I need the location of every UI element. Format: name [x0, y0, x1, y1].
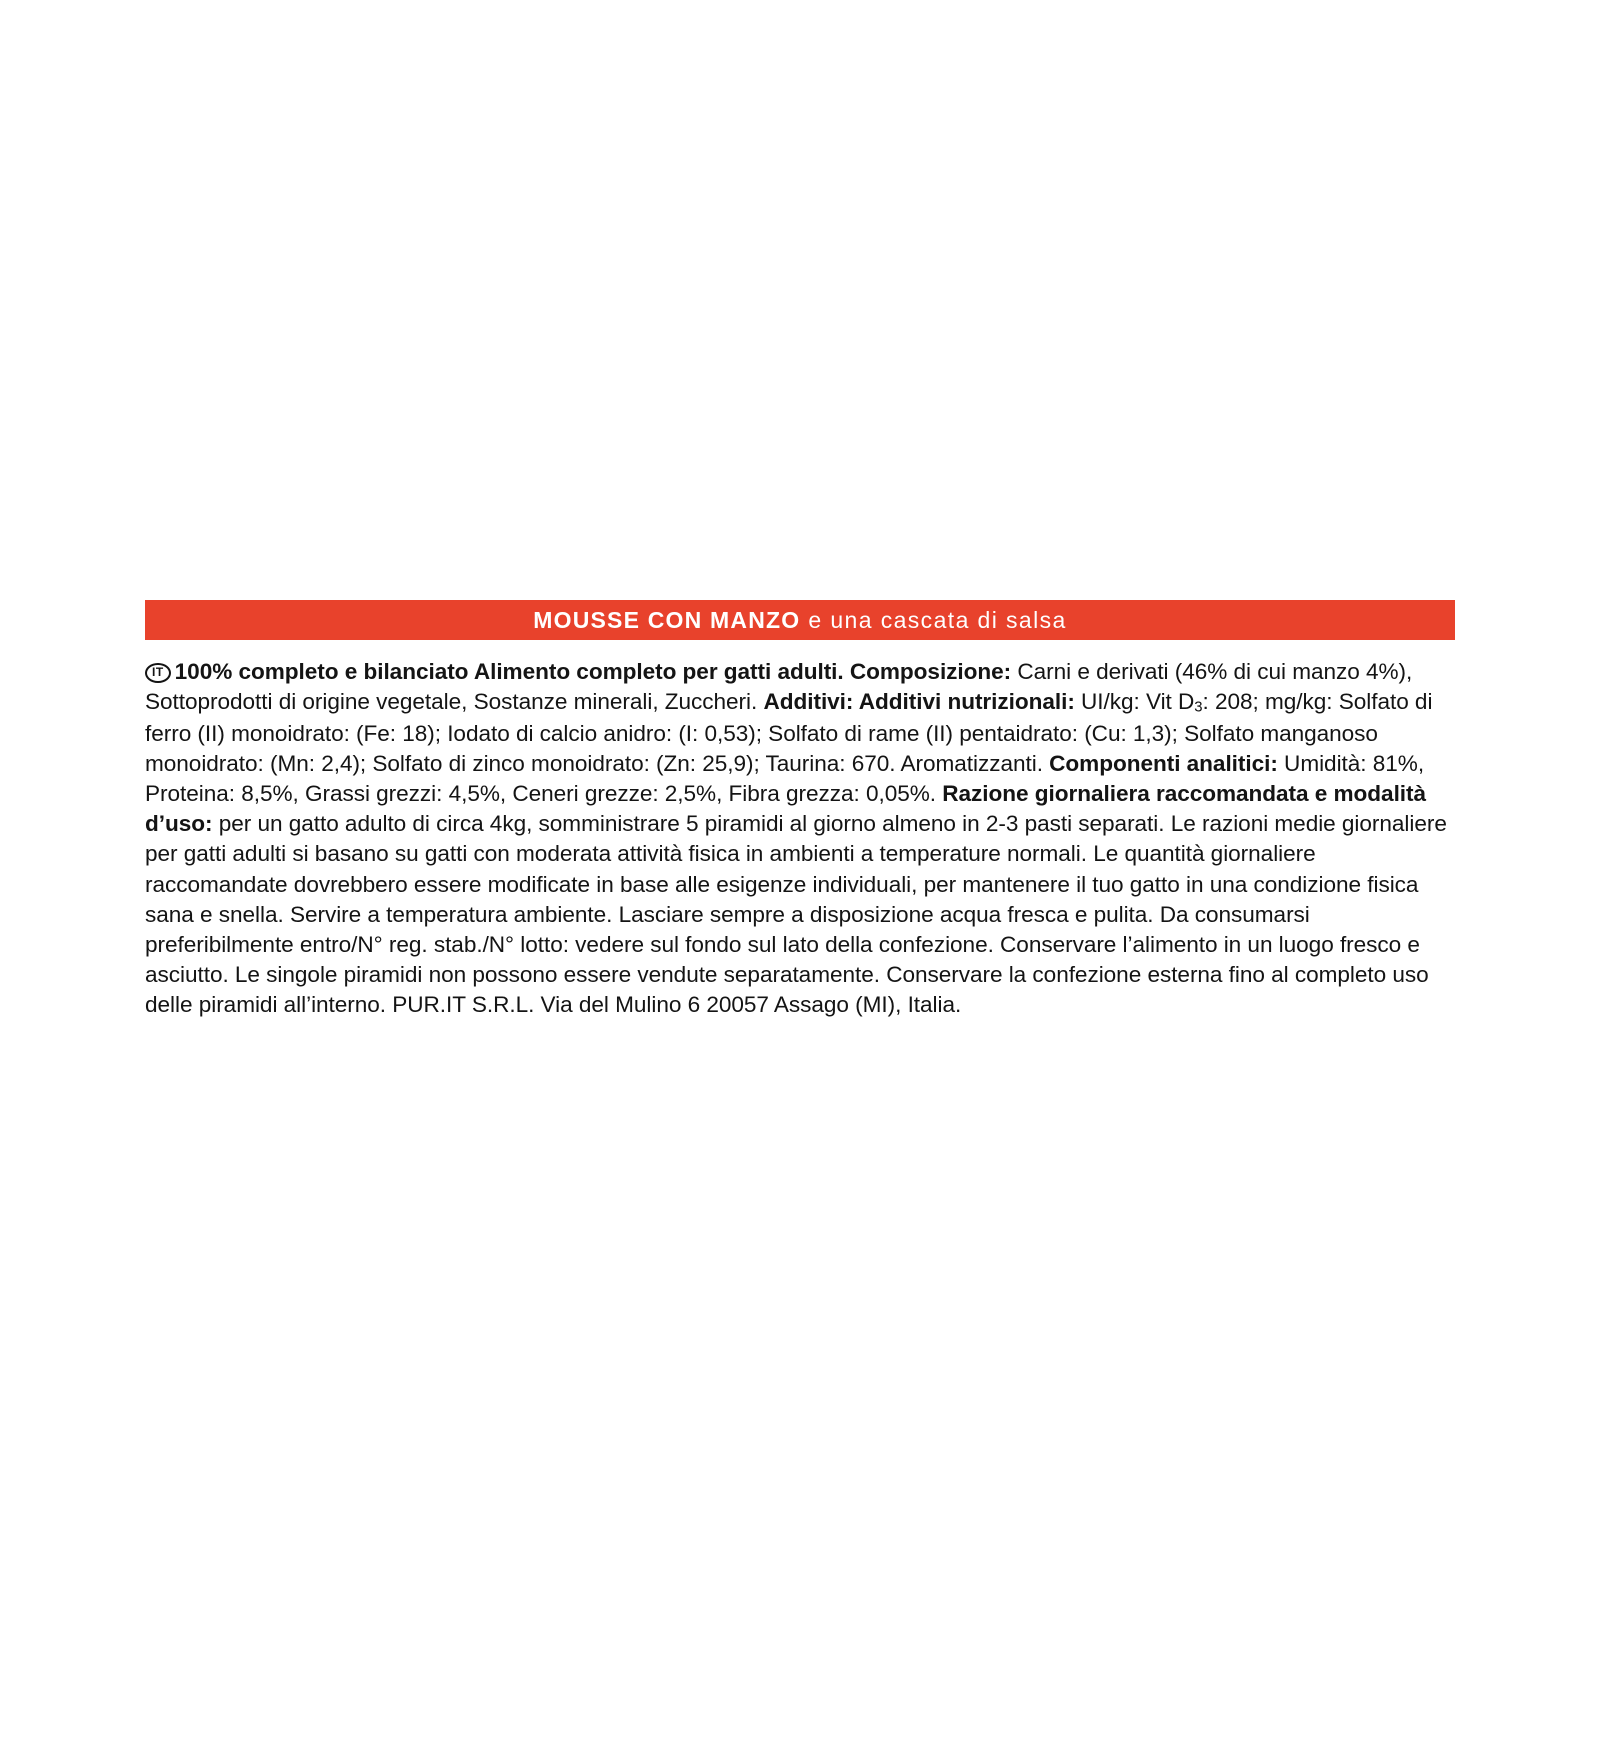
additives-text-part1: UI/kg: Vit D	[1074, 689, 1195, 715]
completeness-claim: 100% completo e bilanciato Alimento completo per gatti adulti.	[174, 659, 844, 684]
composition-heading: Composizione:	[849, 659, 1012, 684]
feeding-guide-heading: Razione giornaliera raccomandata e modalità d’uso:	[145, 781, 1427, 837]
additives-text-part2: : 208; mg/kg: Solfato di ferro (II) monoidrato: (Fe: 18); Iodato di calcio anidro: (I: 0,53); Solfato di rame (II) pentaidrato: (Cu: 1,3); Solfato manganoso monoidrato: (Mn: 2,4); Solfato di zinco monoidrato: (Zn: 25,9); Taurina: 670. Aromatizzanti.	[145, 689, 1433, 776]
composition-text: Carni e derivati (46% di cui manzo 4%), Sottoprodotti di origine vegetale, Sostanze minerali, Zuccheri.	[145, 659, 1413, 715]
feeding-guide-text: per un gatto adulto di circa 4kg, somministrare 5 piramidi al giorno almeno in 2-3 pasti separati. Le razioni medie giornaliere per gatti adulti si basano su gatti con moderata attività fisica in ambienti a temperature normali. Le quantità giornaliere raccomandate dovrebbero essere modificate in base alle esigenze individuali, per mantenere il tuo gatto in una condizione fisica sana e snella. Servire a temperatura ambiente. Lasciare sempre a disposizione acqua fresca e pulita. Da consumarsi preferibilmente entro/N° reg. stab./N° lotto: vedere sul fondo sul lato della confezione. Conservare l’alimento in un luogo fresco e asciutto. Le singole piramidi non possono essere vendute separatamente. Conservare la confezione esterna fino al completo uso delle piramidi all’interno. PUR.IT S.R.L. Via del Mulino 6 20057 Assago (MI), Italia.	[145, 811, 1447, 1018]
product-subtitle: e una cascata di salsa	[808, 606, 1067, 633]
additives-subscript: 3	[1194, 699, 1203, 716]
banner-text	[533, 607, 1066, 634]
product-name: MOUSSE CON MANZO	[533, 606, 801, 633]
label-body-text	[145, 657, 1455, 1020]
product-title-banner	[145, 600, 1455, 640]
analytical-constituents-text: Umidità: 81%, Proteina: 8,5%, Grassi grezzi: 4,5%, Ceneri grezze: 2,5%, Fibra grezza: 0,05%.	[145, 750, 1425, 807]
product-label-block	[145, 600, 1455, 1020]
analytical-constituents-heading: Componenti analitici:	[1049, 750, 1278, 776]
additives-heading: Additivi: Additivi nutrizionali:	[763, 689, 1075, 715]
language-badge-icon: IT	[145, 663, 171, 683]
